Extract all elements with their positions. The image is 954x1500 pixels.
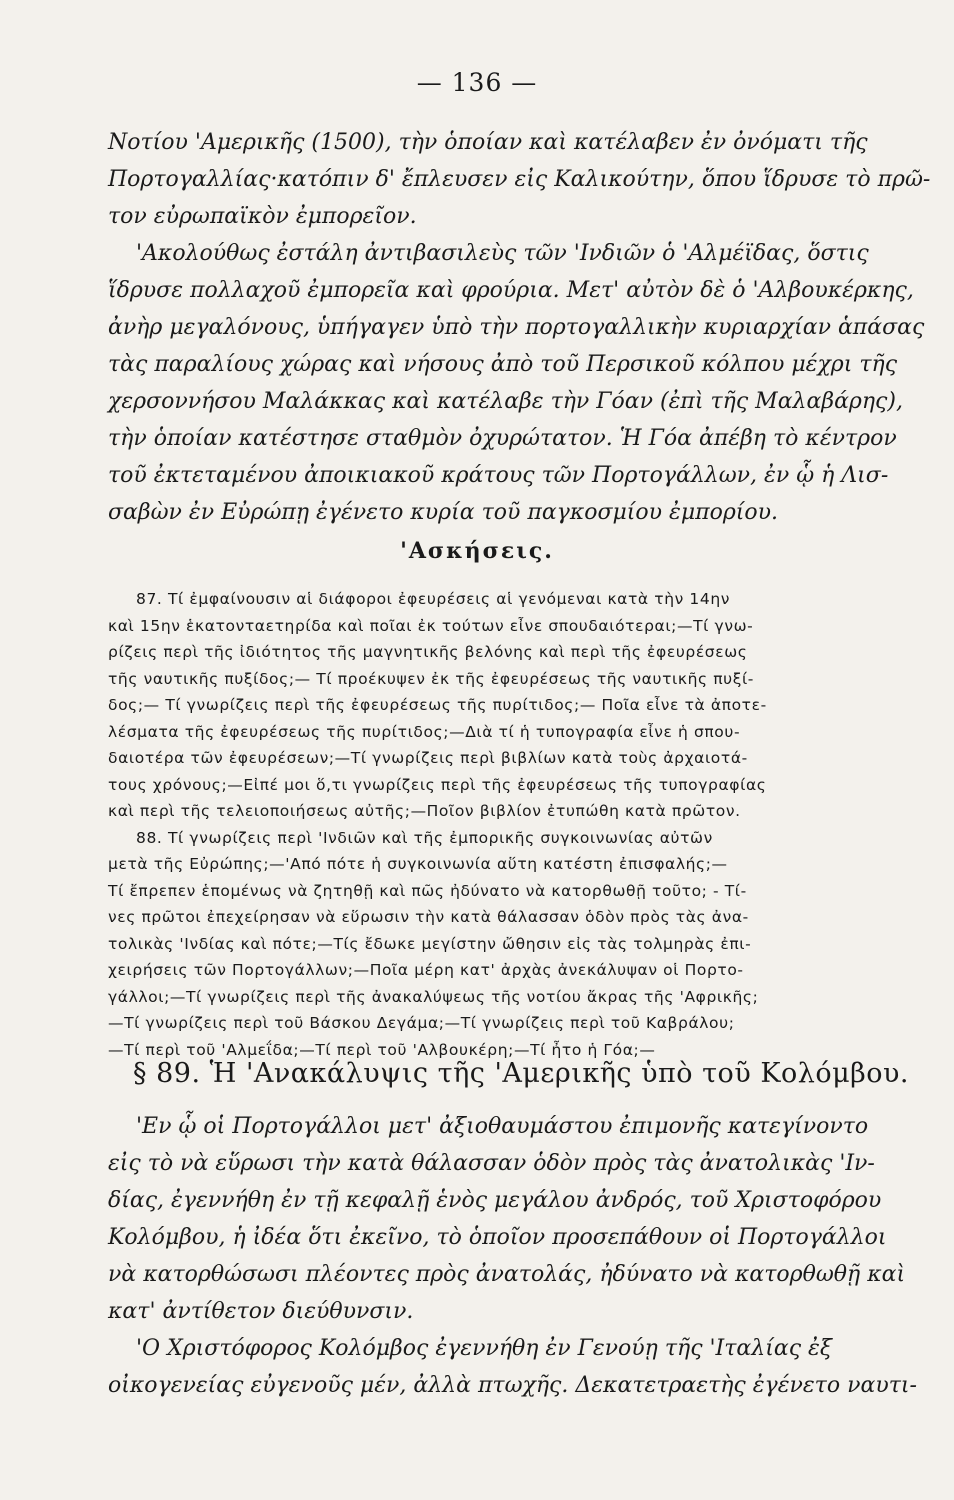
text-line: οἰκογενείας εὐγενοῦς μέν, ἀλλὰ πτωχῆς. Δεκατετραετὴς ἐγένετο ναυτι- (108, 1373, 917, 1398)
exercise-line: 88. Τί γνωρίζεις περὶ 'Ινδιῶν καὶ τῆς ἐμπορικῆς συγκοινωνίας αὐτῶν (136, 828, 713, 847)
text-line: τοῦ ἐκτεταμένου ἀποικιακοῦ κράτους τῶν Πορτογάλλων, ἐν ᾧ ἡ Λισ- (108, 463, 889, 488)
text-line: τὴν ὁποίαν κατέστησε σταθμὸν ὀχυρώτατον. Ἡ Γόα ἀπέβη τὸ κέντρον (108, 426, 897, 451)
exercise-line: ρίζεις περὶ τῆς ἰδιότητος τῆς μαγνητικῆς βελόνης καὶ περὶ τῆς ἐφευρέσεως (108, 643, 748, 661)
exercise-line: χειρήσεις τῶν Πορτογάλλων;—Ποῖα μέρη κατ' ἀρχὰς ἀνεκάλυψαν οἱ Πορτο- (108, 961, 744, 979)
text-line: 'Ο Χριστόφορος Κολόμβος ἐγεννήθη ἐν Γενούῃ τῆς 'Ιταλίας ἐξ (136, 1336, 832, 1361)
exercise-line: τῆς ναυτικῆς πυξίδος;— Τί προέκυψεν ἐκ τῆς ἐφευρέσεως τῆς ναυτικῆς πυξί- (108, 669, 755, 688)
exercise-line: —Τί γνωρίζεις περὶ τοῦ Βάσκου Δεγάμα;—Τί γνωρίζεις περὶ τοῦ Καβράλου; (108, 1014, 735, 1032)
text-line: δίας, ἐγεννήθη ἐν τῇ κεφαλῇ ἑνὸς μεγάλου ἀνδρός, τοῦ Χριστοφόρου (108, 1188, 882, 1213)
text-line: 'Εν ᾧ οἱ Πορτογάλλοι μετ' ἀξιοθαυμάστου ἐπιμονῆς κατεγίνοντο (136, 1114, 869, 1139)
text-line: Πορτογαλλίας·κατόπιν δ' ἔπλευσεν εἰς Καλικούτην, ὅπου ἵδρυσε τὸ πρῶ- (108, 167, 931, 192)
text-line: τὰς παραλίους χώρας καὶ νήσους ἀπὸ τοῦ Περσικοῦ κόλπου μέχρι τῆς (108, 352, 898, 377)
text-line: χερσοννήσου Μαλάκκας καὶ κατέλαβε τὴν Γόαν (ἐπὶ τῆς Μαλαβάρης), (108, 389, 903, 414)
exercise-line: καὶ περὶ τῆς τελειοποιήσεως αὐτῆς;—Ποῖον βιβλίον ἐτυπώθη κατὰ πρῶτον. (108, 802, 741, 820)
exercises-block (108, 586, 918, 1063)
exercise-line: γάλλοι;—Τί γνωρίζεις περὶ τῆς ἀνακαλύψεως τῆς νοτίου ἄκρας τῆς 'Αφρικῆς; (108, 987, 759, 1006)
text-line: τον εὐρωπαϊκὸν ἐμπορεῖον. (108, 204, 417, 229)
exercise-line: τους χρόνους;—Εἰπέ μοι ὅ,τι γνωρίζεις περὶ τῆς ἐφευρέσεως τῆς τυπογραφίας (108, 775, 767, 794)
text-line: εἰς τὸ νὰ εὕρωσι τὴν κατὰ θάλασσαν ὁδὸν πρὸς τὰς ἀνατολικὰς 'Ιν- (108, 1151, 875, 1176)
text-line: νὰ κατορθώσωσι πλέοντες πρὸς ἀνατολάς, ἠδύνατο νὰ κατορθωθῇ καὶ (108, 1262, 906, 1287)
exercises-heading: 'Ασκήσεις. (400, 538, 554, 564)
text-line: κατ' ἀντίθετον διεύθυνσιν. (108, 1299, 414, 1324)
paragraph-columbus (108, 1108, 918, 1404)
text-line: ἵδρυσε πολλαχοῦ ἐμπορεῖα καὶ φρούρια. Μετ' αὐτὸν δὲ ὁ 'Αλβουκέρκης, (108, 278, 914, 303)
page-number: — 136 — (416, 68, 538, 97)
exercise-line: νες πρῶτοι ἐπεχείρησαν νὰ εὕρωσιν τὴν κατὰ θάλασσαν ὁδὸν πρὸς τὰς ἀνα- (108, 908, 749, 926)
exercise-line: τολικὰς 'Ινδίας καὶ πότε;—Τίς ἔδωκε μεγίστην ὤθησιν εἰς τὰς τολμηρὰς ἐπι- (108, 934, 752, 953)
text-line: 'Ακολούθως ἐστάλη ἀντιβασιλεὺς τῶν 'Ινδιῶν ὁ 'Αλμέϊδας, ὅστις (136, 241, 869, 266)
text-line: ἀνὴρ μεγαλόνους, ὑπήγαγεν ὑπὸ τὴν πορτογαλλικὴν κυριαρχίαν ἁπάσας (108, 315, 925, 340)
section-heading: § 89. Ἡ 'Ανακάλυψις τῆς 'Αμερικῆς ὑπὸ τοῦ Κολόμβου. (133, 1058, 910, 1089)
paragraph-continuation (108, 124, 931, 531)
exercise-line: μετὰ τῆς Εὐρώπης;—'Από πότε ἡ συγκοινωνία αὕτη κατέστη ἐπισφαλής;— (108, 855, 728, 873)
exercise-line: λέσματα τῆς ἐφευρέσεως τῆς πυρίτιδος;—Διὰ τί ἡ τυπογραφία εἶνε ἡ σπου- (108, 722, 741, 741)
exercise-line: 87. Τί ἐμφαίνουσιν αἱ διάφοροι ἐφευρέσεις αἱ γενόμεναι κατὰ τὴν 14ην (136, 590, 731, 608)
exercise-line: Τί ἔπρεπεν ἑπομένως νὰ ζητηθῇ καὶ πῶς ἠδύνατο νὰ κατορθωθῇ τοῦτο; - Τί- (108, 881, 747, 900)
text-line: Κολόμβου, ἡ ἰδέα ὅτι ἐκεῖνο, τὸ ὁποῖον προσεπάθουν οἱ Πορτογάλλοι (108, 1225, 887, 1250)
exercise-line: δαιοτέρα τῶν ἐφευρέσεων;—Τί γνωρίζεις περὶ βιβλίων κατὰ τοὺς ἀρχαιοτά- (108, 749, 748, 767)
exercise-line: καὶ 15ην ἑκατονταετηρίδα καὶ ποῖαι ἐκ τούτων εἶνε σπουδαιότεραι;—Τί γνω- (108, 616, 754, 635)
text-line: σαβὼν ἐν Εὐρώπῃ ἐγένετο κυρία τοῦ παγκοσμίου ἐμπορίου. (108, 500, 779, 525)
text-line: Νοτίου 'Αμερικῆς (1500), τὴν ὁποίαν καὶ κατέλαβεν ἐν ὀνόματι τῆς (108, 130, 868, 155)
exercise-line: δος;— Τί γνωρίζεις περὶ τῆς ἐφευρέσεως τῆς πυρίτιδος;— Ποῖα εἶνε τὰ ἀποτε- (108, 696, 767, 714)
exercise-line: —Τί περὶ τοῦ 'Αλμεΐδα;—Τί περὶ τοῦ 'Αλβουκέρη;—Τί ἦτο ἡ Γόα;— (108, 1040, 656, 1059)
